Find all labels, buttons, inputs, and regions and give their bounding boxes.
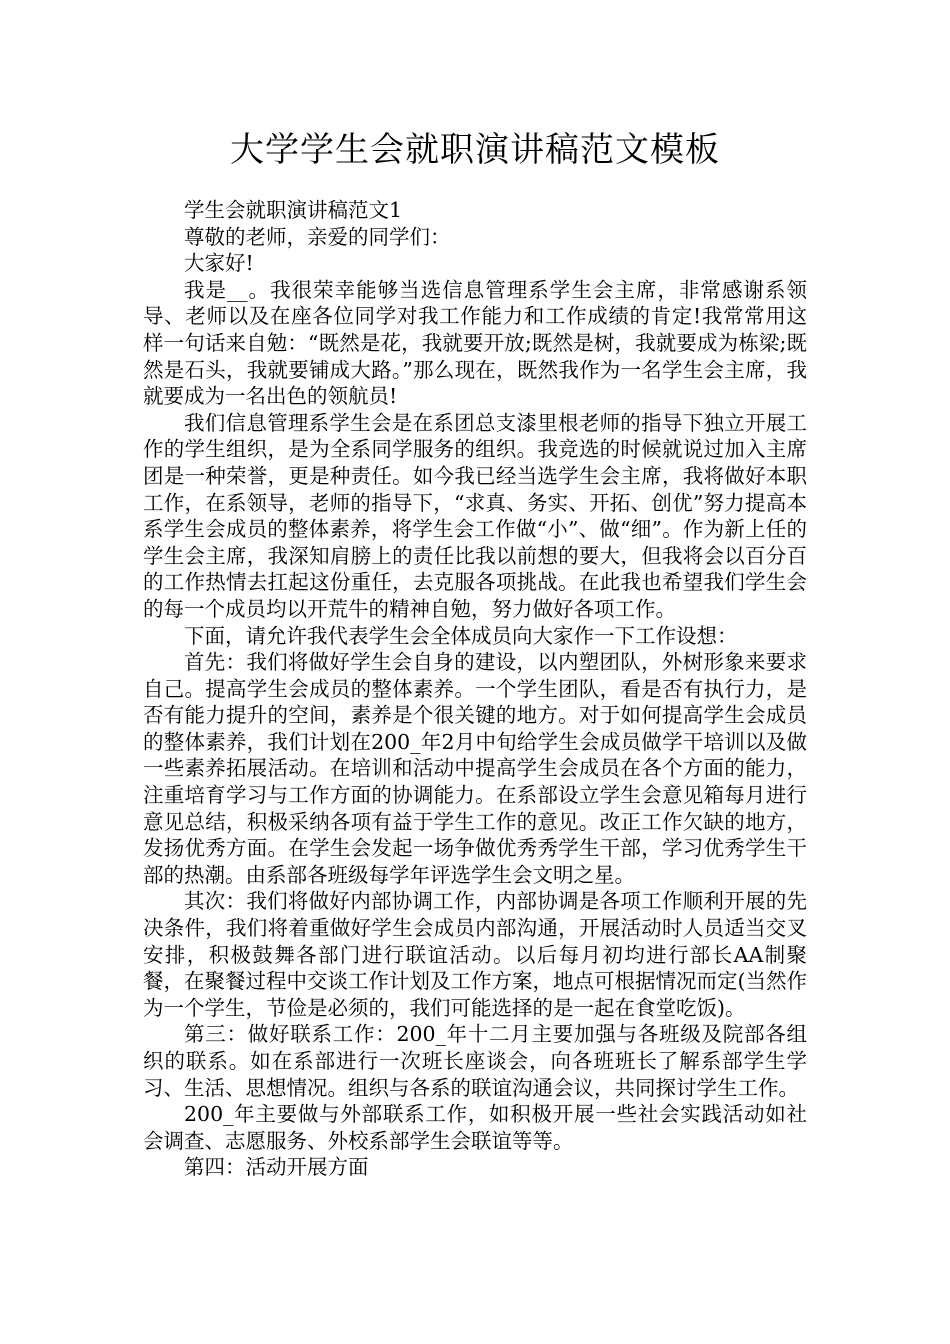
document-title: 大学学生会就职演讲稿范文模板 [230,130,720,170]
body-paragraph: 第四：活动开展方面 [184,1155,369,1180]
body-paragraph: 200_年主要做与外部联系工作，如积极开展一些社会实践活动如社会调查、志愿服务、外校系部学生会联谊等等。 [143,1102,807,1153]
body-paragraph: 其次：我们将做好内部协调工作，内部协调是各项工作顺利开展的先决条件，我们将着重做好学生会成员内部沟通，开展活动时人员适当交叉安排，积极鼓舞各部门进行联谊活动。以后每月初均进行部长AA制聚餐，在聚餐过程中交谈工作计划及工作方案，地点可根据情况而定(当然作为一个学生，节俭是必须的，我们可能选择的是一起在食堂吃饭)。 [143,889,807,1020]
body-paragraph: 下面，请允许我代表学生会全体成员向大家作一下工作设想： [184,623,738,648]
body-paragraph: 第三：做好联系工作：200_年十二月主要加强与各班级及院部各组织的联系。如在系部进行一次班长座谈会，向各班班长了解系部学生学习、生活、思想情况。组织与各系的联谊沟通会议，共同探讨学生工作。 [143,1022,807,1100]
document-body [143,197,807,1181]
section-heading: 学生会就职演讲稿范文1 [184,198,403,222]
greeting: 大家好! [184,251,254,276]
body-paragraph: 首先：我们将做好学生会自身的建设，以内塑团队，外树形象来要求自己。提高学生会成员的整体素养。一个学生团队，看是否有执行力，是否有能力提升的空间，素养是个很关键的地方。对于如何提高学生会成员的整体素养，我们计划在200_年2月中旬给学生会成员做学干培训以及做一些素养拓展活动。在培训和活动中提高学生会成员在各个方面的能力，注重培育学习与工作方面的协调能力。在系部设立学生会意见箱每月进行意见总结，积极采纳各项有益于学生工作的意见。改正工作欠缺的地方，发扬优秀方面。在学生会发起一场争做优秀秀学生干部，学习优秀学生干部的热潮。由系部各班级每学年评选学生会文明之星。 [143,650,807,887]
body-paragraph: 我们信息管理系学生会是在系团总支漆里根老师的指导下独立开展工作的学生组织，是为全系同学服务的组织。我竞选的时候就说过加入主席团是一种荣誉，更是种责任。如今我已经当选学生会主席，我将做好本职工作，在系领导，老师的指导下，“求真、务实、开拓、创优”努力提高本系学生会成员的整体素养，将学生会工作做“小”、做“细”。作为新上任的学生会主席，我深知肩膀上的责任比我以前想的要大，但我将会以百分百的工作热情去扛起这份重任，去克服各项挑战。在此我也希望我们学生会的每一个成员均以开荒牛的精神自勉，努力做好各项工作。 [143,410,807,621]
salutation: 尊敬的老师，亲爱的同学们： [184,224,451,249]
body-paragraph: 我是__。我很荣幸能够当选信息管理系学生会主席，非常感谢系领导、老师以及在座各位同学对我工作能力和工作成绩的肯定!我常常用这样一句话来自勉：“既然是花，我就要开放;既然是树，我就要成为栋梁;既然是石头，我就要铺成大路。”那么现在，既然我作为一名学生会主席，我就要成为一名出色的领航员! [143,277,807,409]
